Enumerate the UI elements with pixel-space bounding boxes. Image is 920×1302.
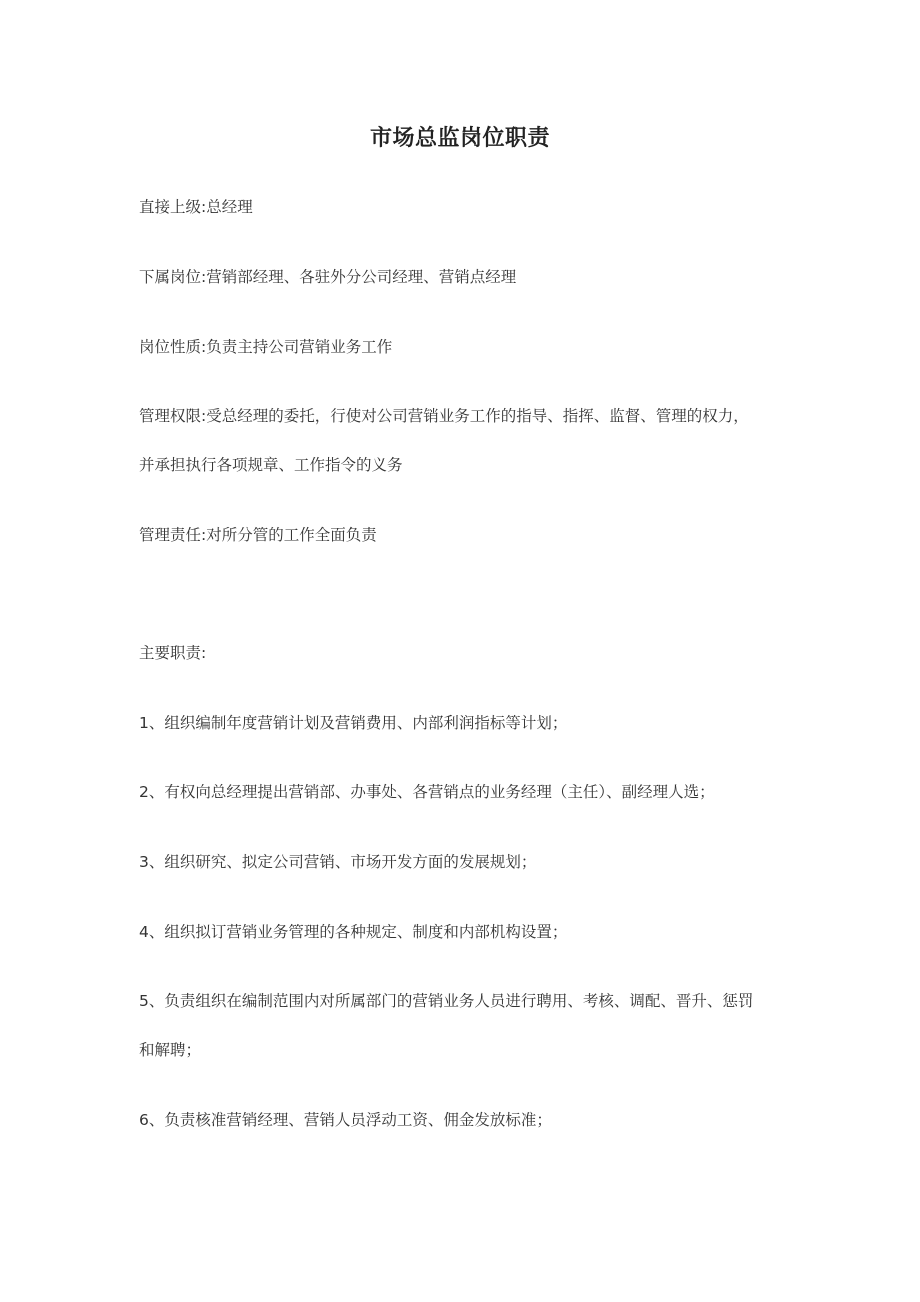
field-authority-line1: 管理权限:受总经理的委托，行使对公司营销业务工作的指导、指挥、监督、管理的权力， bbox=[139, 407, 749, 425]
duty-item: 3、组织研究、拟定公司营销、市场开发方面的发展规划； bbox=[139, 853, 537, 871]
duty-item-continuation: 和解聘； bbox=[139, 1041, 202, 1059]
field-superior: 直接上级:总经理 bbox=[139, 198, 253, 216]
field-responsibility: 管理责任:对所分管的工作全面负责 bbox=[139, 526, 377, 544]
duty-item: 4、组织拟订营销业务管理的各种规定、制度和内部机构设置； bbox=[139, 923, 568, 941]
field-nature: 岗位性质:负责主持公司营销业务工作 bbox=[139, 338, 393, 356]
field-subordinates: 下属岗位:营销部经理、各驻外分公司经理、营销点经理 bbox=[139, 268, 517, 286]
duty-item: 6、负责核准营销经理、营销人员浮动工资、佣金发放标准； bbox=[139, 1111, 552, 1129]
duties-heading: 主要职责: bbox=[139, 644, 207, 662]
duty-item: 1、组织编制年度营销计划及营销费用、内部利润指标等计划； bbox=[139, 714, 568, 732]
duty-item: 2、有权向总经理提出营销部、办事处、各营销点的业务经理（主任）、副经理人选； bbox=[139, 783, 715, 801]
document-title: 市场总监岗位职责 bbox=[369, 126, 550, 151]
duty-item: 5、负责组织在编制范围内对所属部门的营销业务人员进行聘用、考核、调配、晋升、惩罚 bbox=[139, 992, 754, 1010]
field-authority-line2: 并承担执行各项规章、工作指令的义务 bbox=[139, 456, 403, 474]
